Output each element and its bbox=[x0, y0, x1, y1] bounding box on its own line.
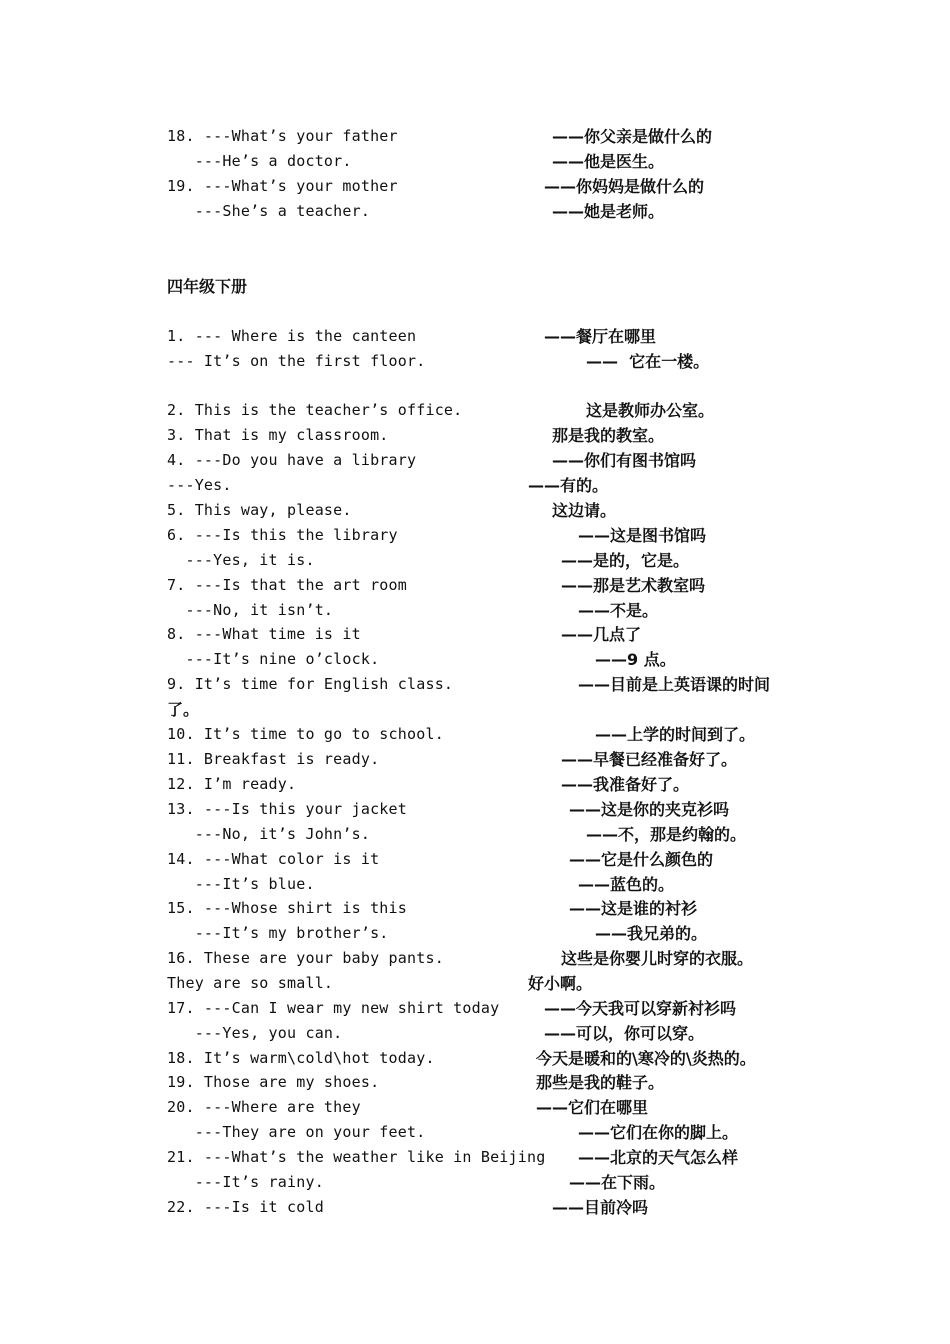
english-phrase: 22. ---Is it cold bbox=[167, 1198, 324, 1216]
phrase-line bbox=[0, 199, 950, 224]
english-phrase: 19. Those are my shoes. bbox=[167, 1073, 380, 1091]
chinese-translation: ——你父亲是做什么的 bbox=[552, 127, 713, 146]
chinese-translation: 好小啊。 bbox=[528, 974, 593, 993]
phrase-line bbox=[0, 1120, 950, 1145]
phrase-line bbox=[0, 946, 950, 971]
english-phrase: ---Yes, it is. bbox=[167, 551, 315, 569]
english-phrase: 18. It’s warm\cold\hot today. bbox=[167, 1049, 435, 1067]
chinese-translation: ——这是谁的衬衫 bbox=[569, 899, 698, 918]
chinese-translation: ——目前冷吗 bbox=[552, 1198, 649, 1217]
section-heading: 四年级下册 bbox=[167, 277, 248, 296]
english-phrase: 12. I’m ready. bbox=[167, 775, 297, 793]
english-phrase: --- It’s on the first floor. bbox=[167, 352, 426, 370]
english-phrase: 10. It’s time to go to school. bbox=[167, 725, 444, 743]
chinese-translation: ——是的，它是。 bbox=[561, 551, 690, 570]
english-phrase: 7. ---Is that the art room bbox=[167, 576, 407, 594]
chinese-translation: 今天是暖和的\寒冷的\炎热的。 bbox=[536, 1049, 756, 1068]
chinese-translation: ——这是你的夹克衫吗 bbox=[569, 800, 730, 819]
english-phrase: 8. ---What time is it bbox=[167, 625, 361, 643]
english-phrase: 了。 bbox=[167, 700, 200, 719]
chinese-translation: ——这是图书馆吗 bbox=[578, 526, 707, 545]
phrase-line bbox=[0, 847, 950, 872]
english-phrase: ---Yes, you can. bbox=[167, 1024, 343, 1042]
phrase-line bbox=[0, 1046, 950, 1071]
english-phrase: 6. ---Is this the library bbox=[167, 526, 398, 544]
phrase-line bbox=[0, 349, 950, 374]
english-phrase: ---They are on your feet. bbox=[167, 1123, 426, 1141]
chinese-translation: ——有的。 bbox=[528, 476, 609, 495]
phrase-line bbox=[0, 398, 950, 423]
english-phrase: 21. ---What’s the weather like in Beijing bbox=[167, 1148, 546, 1166]
english-phrase: ---It’s blue. bbox=[167, 875, 315, 893]
english-phrase: ---No, it’s John’s. bbox=[167, 825, 371, 843]
english-phrase: 5. This way, please. bbox=[167, 501, 352, 519]
phrase-line bbox=[0, 598, 950, 623]
chinese-translation: 这是教师办公室。 bbox=[586, 401, 715, 420]
english-phrase: 4. ---Do you have a library bbox=[167, 451, 417, 469]
english-phrase: 15. ---Whose shirt is this bbox=[167, 899, 407, 917]
english-phrase: 20. ---Where are they bbox=[167, 1098, 361, 1116]
chinese-translation: ——不，那是约翰的。 bbox=[586, 825, 747, 844]
phrase-line bbox=[0, 672, 950, 697]
chinese-translation: —— 它在一楼。 bbox=[586, 352, 710, 371]
phrase-line bbox=[0, 1145, 950, 1170]
chinese-translation: ——我准备好了。 bbox=[561, 775, 690, 794]
english-phrase: 19. ---What’s your mother bbox=[167, 177, 398, 195]
english-phrase: 9. It’s time for English class. bbox=[167, 675, 454, 693]
phrase-line bbox=[0, 822, 950, 847]
english-phrase: ---It’s rainy. bbox=[167, 1173, 324, 1191]
phrase-line bbox=[0, 921, 950, 946]
phrase-line bbox=[0, 697, 950, 722]
phrase-line bbox=[0, 573, 950, 598]
english-phrase: 3. That is my classroom. bbox=[167, 426, 389, 444]
phrase-line bbox=[0, 797, 950, 822]
chinese-translation: ——它们在你的脚上。 bbox=[578, 1123, 739, 1142]
chinese-translation: ——不是。 bbox=[578, 601, 659, 620]
english-phrase: 11. Breakfast is ready. bbox=[167, 750, 380, 768]
chinese-translation: ——几点了 bbox=[561, 625, 642, 644]
chinese-translation: ——它们在哪里 bbox=[536, 1098, 649, 1117]
phrase-line bbox=[0, 896, 950, 921]
chinese-translation: ——那是艺术教室吗 bbox=[561, 576, 706, 595]
english-phrase: 13. ---Is this your jacket bbox=[167, 800, 407, 818]
english-phrase: 17. ---Can I wear my new shirt today bbox=[167, 999, 500, 1017]
phrase-line bbox=[0, 996, 950, 1021]
phrase-line bbox=[0, 324, 950, 349]
english-phrase: ---It’s my brother’s. bbox=[167, 924, 389, 942]
chinese-translation: ——目前是上英语课的时间 bbox=[578, 675, 771, 694]
phrase-line bbox=[0, 548, 950, 573]
chinese-translation: ——今天我可以穿新衬衫吗 bbox=[544, 999, 737, 1018]
chinese-translation: ——在下雨。 bbox=[569, 1173, 666, 1192]
phrase-line bbox=[0, 174, 950, 199]
chinese-translation: ——她是老师。 bbox=[552, 202, 665, 221]
phrase-line bbox=[0, 971, 950, 996]
phrase-line bbox=[0, 1070, 950, 1095]
phrase-line bbox=[0, 722, 950, 747]
phrase-line bbox=[0, 523, 950, 548]
chinese-translation: ——蓝色的。 bbox=[578, 875, 675, 894]
phrase-line bbox=[0, 149, 950, 174]
chinese-translation: 那是我的教室。 bbox=[552, 426, 665, 445]
chinese-translation: ——他是医生。 bbox=[552, 152, 665, 171]
english-phrase: 14. ---What color is it bbox=[167, 850, 380, 868]
phrase-line bbox=[0, 1095, 950, 1120]
english-phrase: ---No, it isn’t. bbox=[167, 601, 334, 619]
chinese-translation: ——可以，你可以穿。 bbox=[544, 1024, 705, 1043]
phrase-line bbox=[0, 423, 950, 448]
chinese-translation: 那些是我的鞋子。 bbox=[536, 1073, 665, 1092]
english-phrase: ---Yes. bbox=[167, 476, 232, 494]
english-phrase: 1. --- Where is the canteen bbox=[167, 327, 417, 345]
english-phrase: ---It’s nine o’clock. bbox=[167, 650, 380, 668]
phrase-line bbox=[0, 124, 950, 149]
chinese-translation: ——9 点。 bbox=[595, 650, 676, 669]
english-phrase: 2. This is the teacher’s office. bbox=[167, 401, 463, 419]
chinese-translation: 这边请。 bbox=[552, 501, 617, 520]
chinese-translation: ——它是什么颜色的 bbox=[569, 850, 714, 869]
phrase-line bbox=[0, 1195, 950, 1220]
chinese-translation: ——你妈妈是做什么的 bbox=[544, 177, 705, 196]
phrase-line bbox=[0, 622, 950, 647]
chinese-translation: ——你们有图书馆吗 bbox=[552, 451, 697, 470]
phrase-line bbox=[0, 772, 950, 797]
phrase-line bbox=[0, 448, 950, 473]
phrase-line bbox=[0, 872, 950, 897]
english-phrase: ---She’s a teacher. bbox=[167, 202, 371, 220]
chinese-translation: ——上学的时间到了。 bbox=[595, 725, 756, 744]
chinese-translation: ——餐厅在哪里 bbox=[544, 327, 657, 346]
chinese-translation: ——北京的天气怎么样 bbox=[578, 1148, 739, 1167]
phrase-line bbox=[0, 473, 950, 498]
english-phrase: They are so small. bbox=[167, 974, 334, 992]
chinese-translation: ——早餐已经准备好了。 bbox=[561, 750, 738, 769]
chinese-translation: ——我兄弟的。 bbox=[595, 924, 708, 943]
phrase-line bbox=[0, 498, 950, 523]
english-phrase: 18. ---What’s your father bbox=[167, 127, 398, 145]
chinese-translation: 这些是你婴儿时穿的衣服。 bbox=[561, 949, 754, 968]
english-phrase: ---He’s a doctor. bbox=[167, 152, 352, 170]
phrase-line bbox=[0, 1021, 950, 1046]
phrase-line bbox=[0, 747, 950, 772]
english-phrase: 16. These are your baby pants. bbox=[167, 949, 444, 967]
phrase-line bbox=[0, 1170, 950, 1195]
phrase-line bbox=[0, 647, 950, 672]
